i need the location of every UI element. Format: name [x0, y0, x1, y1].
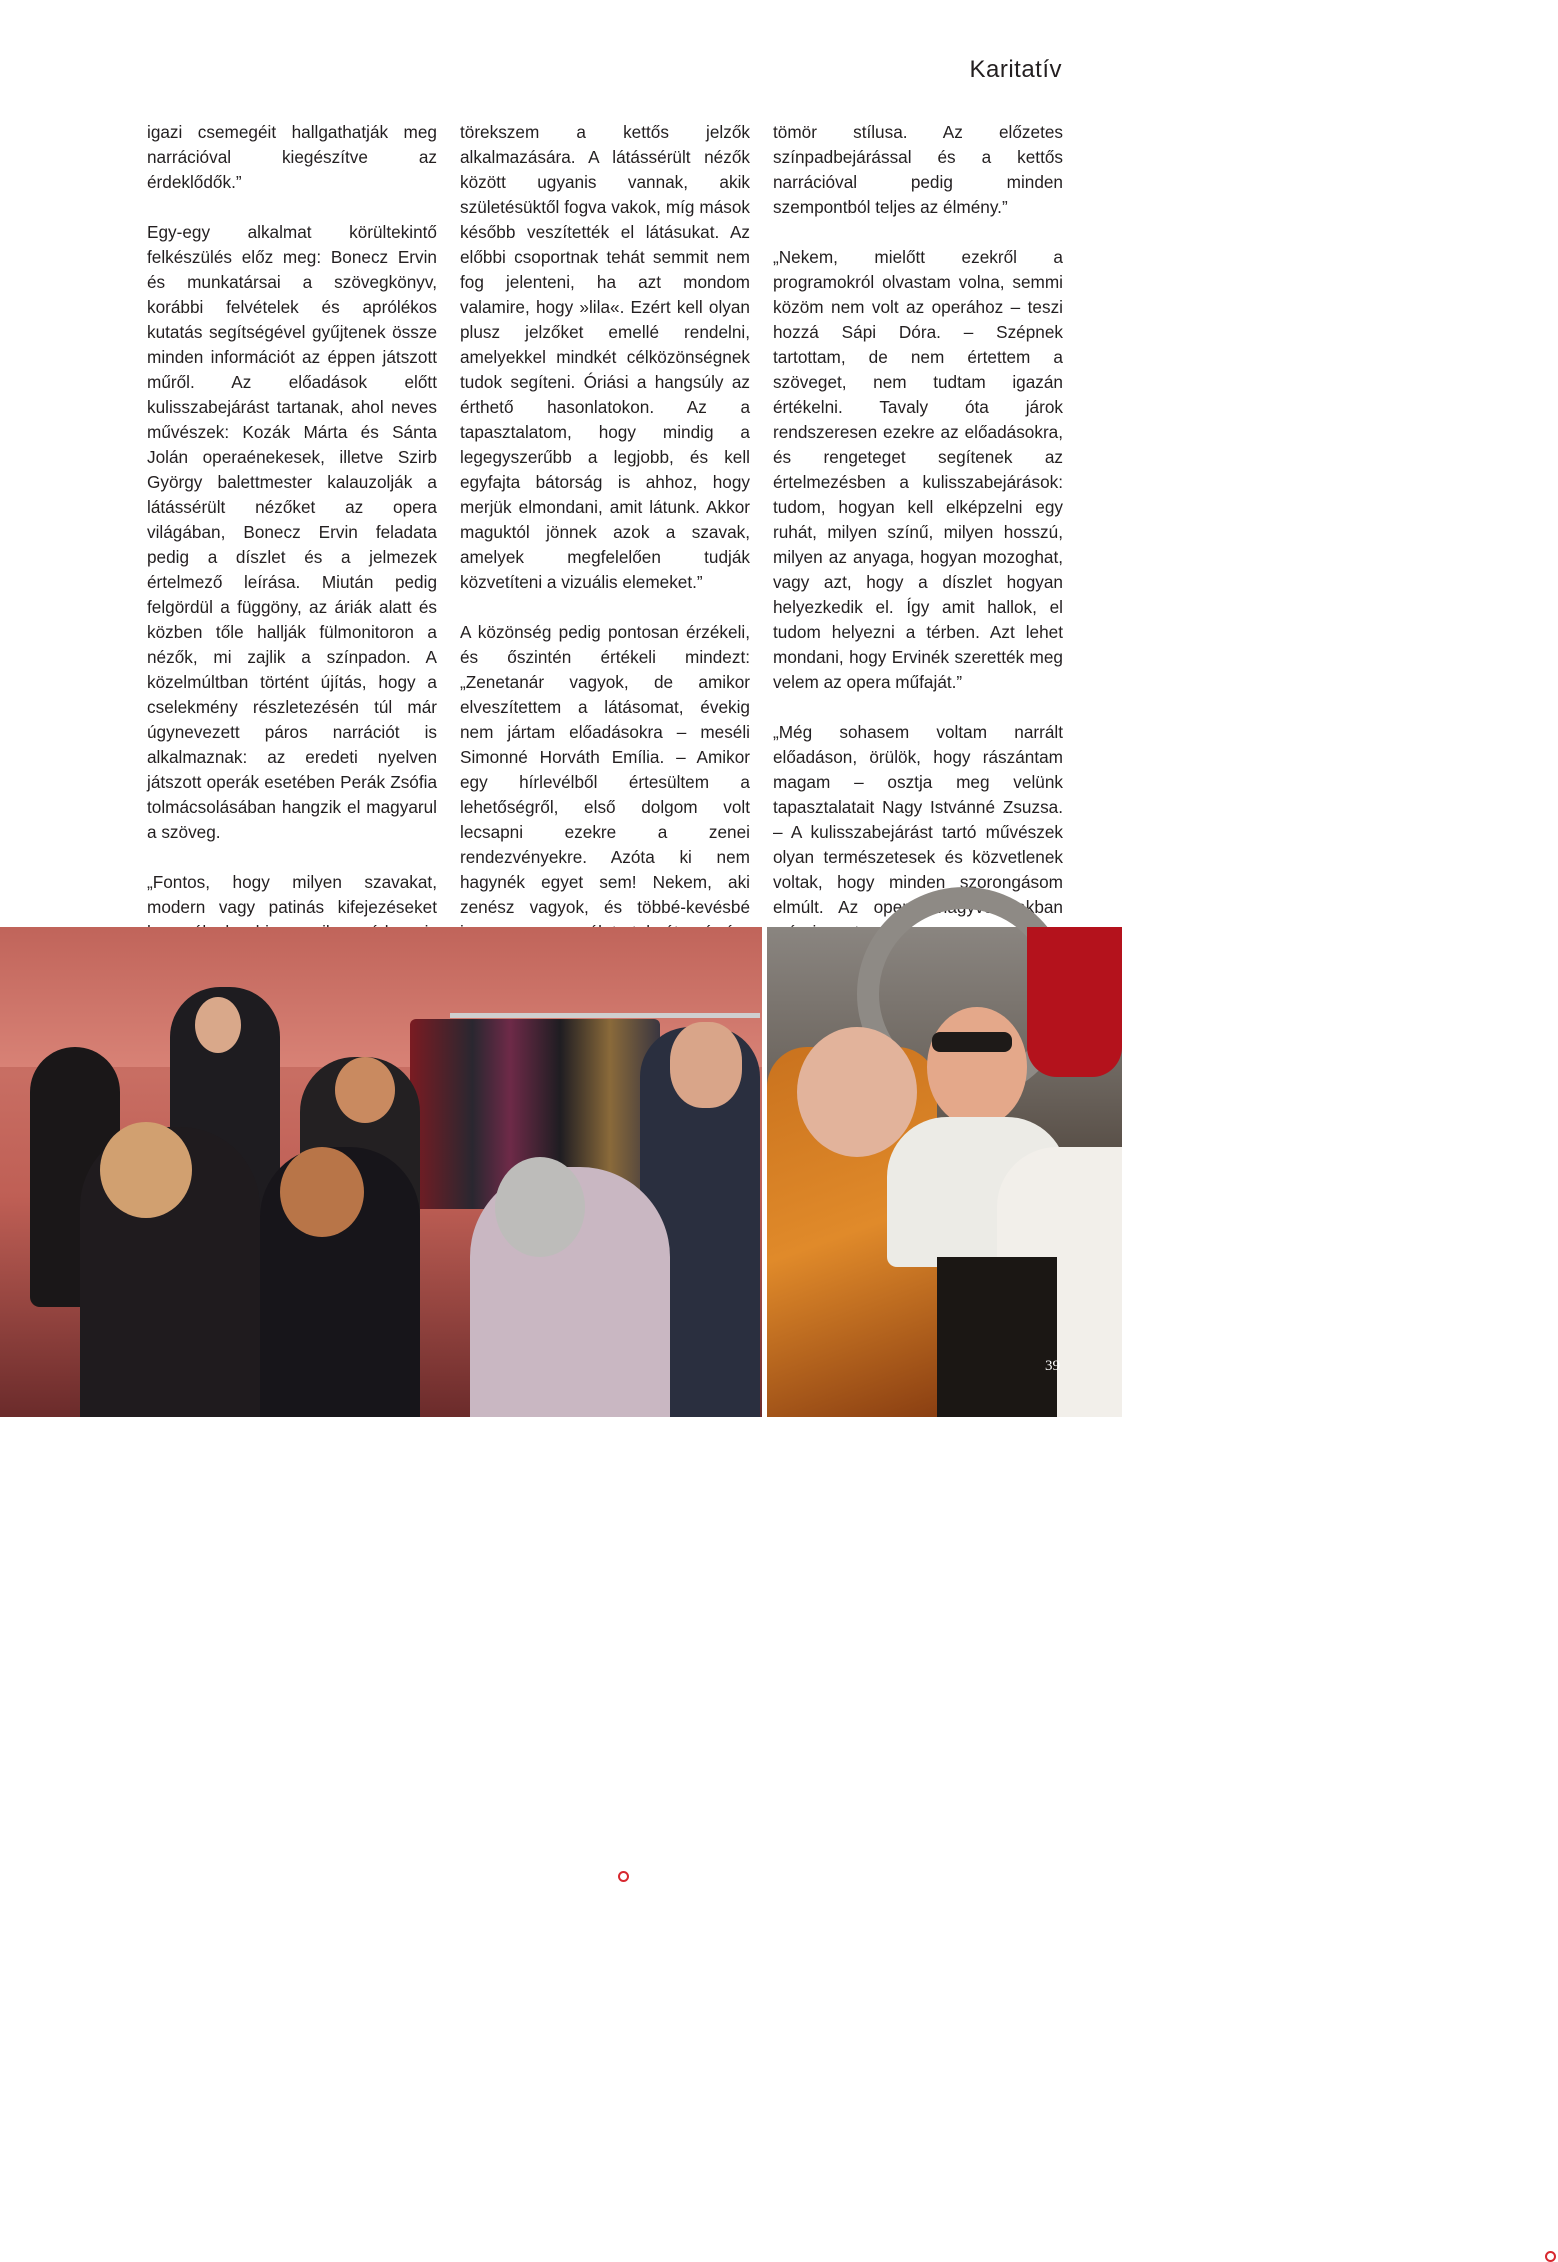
person-head: [280, 1147, 364, 1237]
dark-clothing: [937, 1257, 1057, 1417]
paragraph: „Nekem, mielőtt ezekről a programokról olvastam volna, semmi közöm nem volt az operához – teszi hozzá Sápi Dóra. – Szépnek tartottam, de nem értettem a szöveget, nem tudtam igazán értékelni. Tavaly óta járok rendszeresen ezekre az előadásokra, és rengeteget segítenek az értelmezésben a kulisszabejárások: tudom, hogyan kell elképzelni egy ruhát, milyen színű, milyen hosszú, milyen az anyaga, hogyan mozoghat, vagy azt, hogy a díszlet hogyan helyezkedik el. Így amit hallok, el tudom helyezni a térben. Azt lehet mondani, hogy Ervinék szerették meg velem az opera műfaját.”: [773, 247, 1063, 692]
section-label: Karitatív: [969, 56, 1062, 83]
costume-rack: [450, 1013, 760, 1018]
person-head: [195, 997, 241, 1053]
paragraph: tömör stílusa. Az előzetes színpadbejárással és a kettős narrációval pedig minden szempontból teljes az élmény.”: [773, 122, 1063, 217]
person-head: [670, 1022, 742, 1108]
photo-backstage-tour: [0, 927, 762, 1884]
person-head: [495, 1157, 585, 1257]
photo-credit: [1545, 2148, 1558, 2262]
paragraph: A közönség pedig pontosan érzékeli, és őszintén értékeli mindezt: „Zenetanár vagyok, de amikor elveszítettem a látásomat, évekig nem jártam előadásokra – meséli Simonné Horváth Emília. – Amikor egy hírlevélből értesültem a lehetőségről, első dolgom volt lecsapni ezekre a zenei rendezvényekre. Azóta ki nem hagynék egyet sem! Nekem, aki zenész vagyok, és többé-kevésbé: [460, 622, 750, 917]
paragraph: törekszem a kettős jelzők alkalmazására. A látássérült nézők között ugyanis vannak, akik születésüktől fogva vakok, míg mások később veszítették el látásukat. Az előbbi csoportnak tehát semmit nem fog jelenteni, ha azt mondom valamire, hogy »lila«. Ezért kell olyan plusz jelzőket emellé rendelni, amelyekkel mindkét célközönségnek tudok segíteni. Óriási a hangsúly az érthető hasonlatokon. Az a tapasztalatom, hogy mindig a legegyszerűbb a legjobb, és kell egyfajta bátorság is ahhoz, hogy merjük elmondani, amit látunk. Akkor maguktól jönnek azok a szavak, amelyek megfelelően tudják közvetíteni a vizuális elemeket.”: [460, 122, 750, 592]
page-number: 39: [1045, 1358, 1060, 1374]
person: [927, 1007, 1027, 1127]
paragraph: igazi csemegéit hallgathatják meg narrációval kiegészítve az érdeklődők.”: [147, 122, 437, 192]
person-head: [100, 1122, 192, 1218]
photo-credit-text: Fotó: Berecz Valter: [634, 1872, 733, 1884]
credit-mark-icon: [618, 1871, 629, 1882]
red-dress: [1027, 927, 1122, 1077]
paragraph-text: „Még sohasem voltam narrált előadáson, örülök, hogy rászántam magam – osztja meg velünk tapasztalatait Nagy Istvánné Zsuzsa. – A kulisszabejárást tartó művészek olyan természetesek és közvetlenek voltak, hogy minden szorongásom elmúlt. Az operát nagyvonalakban: [773, 722, 1063, 917]
photo-credit: [618, 1871, 732, 1884]
text-column-1: [147, 120, 437, 1045]
paragraph: „Fontos, hogy milyen szavakat, modern vagy patinás kifejezéseket: [147, 872, 437, 917]
sunglasses: [932, 1032, 1012, 1052]
credit-mark-icon: [1545, 2251, 1556, 2262]
paragraph: Egy-egy alkalmat körültekintő felkészülés előz meg: Bonecz Ervin és munkatársai a szövegkönyv, korábbi felvételek és aprólékos kutatás segítségével gyűjtenek össze minden információt az éppen játszott műről. Az előadások előtt kulisszabejárást tartanak, ahol neves művészek: Kozák Márta és Sánta Jolán operaénekesek, illetve Szirb György balettmester kalauzolják a látássérült nézőket az opera világában, Bonecz Ervin feladata pedig a díszlet és a jelmezek értelmező leírása. Miután pedig felgördül a függöny, az áriák alatt és közben tőle hallják fülmonitoron a nézők, mi zajlik a színpadon. A közelmúltban történt újítás, hogy a cselekmény részletezésén túl már úgynevezett páros narrációt is alkalmaznak: az eredeti nyelven játszott operák esetében Perák Zsófia tolmácsolásában hangzik el magyarul a szöveg.: [147, 222, 437, 842]
person: [797, 1027, 917, 1157]
photo-credit-text: Fotó: Berecz Valter: [1546, 2147, 1558, 2246]
text-column-2: [460, 120, 750, 1020]
person-head: [335, 1057, 395, 1123]
photo-costume-touch: [767, 927, 1558, 2246]
